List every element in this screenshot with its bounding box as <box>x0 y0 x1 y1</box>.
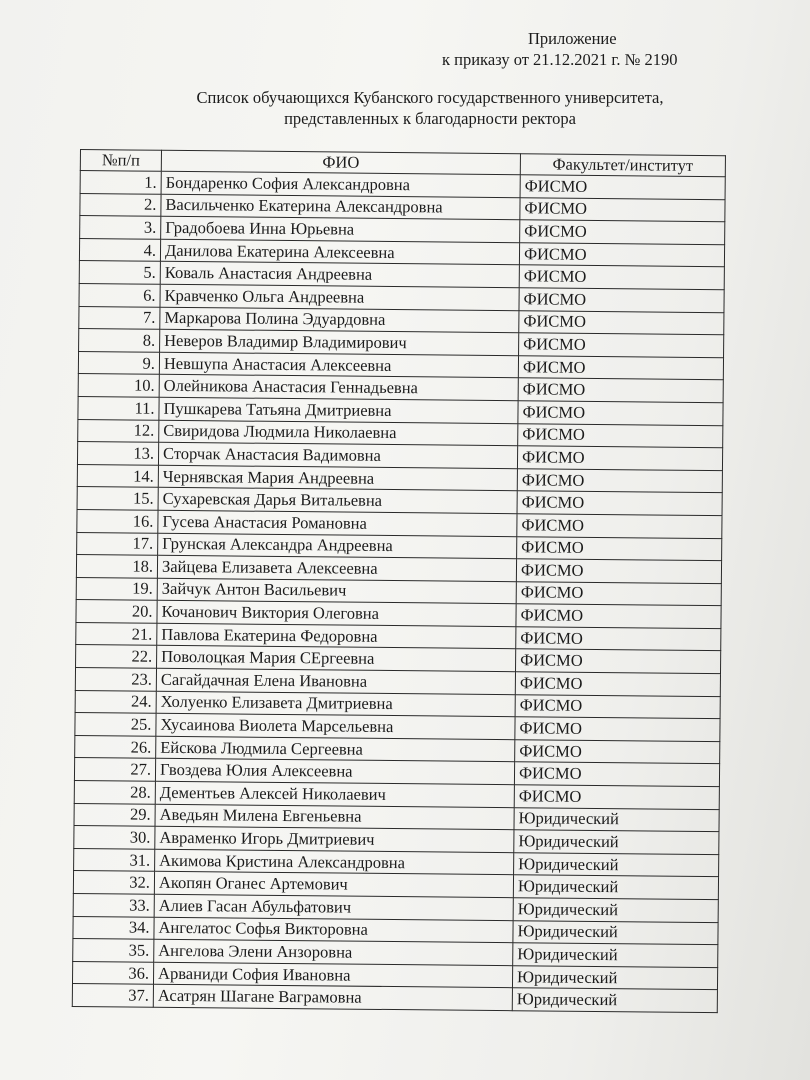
row-number: 13. <box>77 442 158 465</box>
faculty-name: Юридический <box>513 943 718 968</box>
faculty-name: ФИСМО <box>517 536 722 561</box>
column-header-number: №п/п <box>80 150 161 172</box>
faculty-name: ФИСМО <box>516 604 721 629</box>
faculty-name: Юридический <box>514 807 719 832</box>
faculty-name: ФИСМО <box>518 423 723 448</box>
row-number: 34. <box>73 916 154 939</box>
faculty-name: ФИСМО <box>516 581 721 606</box>
faculty-name: ФИСМО <box>518 378 723 403</box>
student-name: Данилова Екатерина Алексеевна <box>160 239 519 265</box>
row-number: 12. <box>78 419 159 442</box>
faculty-name: Юридический <box>513 875 718 900</box>
row-number: 2. <box>80 193 161 216</box>
student-name: Сухаревская Дарья Витальевна <box>158 488 517 514</box>
column-header-faculty: Факультет/институт <box>520 154 725 177</box>
faculty-name: ФИСМО <box>520 175 725 200</box>
faculty-name: ФИСМО <box>514 785 719 810</box>
row-number: 10. <box>78 374 159 397</box>
student-name: Дементьев Алексей Николаевич <box>155 781 514 807</box>
student-name: Авраменко Игорь Дмитриевич <box>155 826 514 852</box>
order-reference: к приказу от 21.12.2021 г. № 2190 <box>442 50 678 69</box>
student-name: Гвоздева Юлия Алексеевна <box>155 759 514 785</box>
student-name: Павлова Екатерина Федоровна <box>157 623 516 649</box>
row-number: 15. <box>77 487 158 510</box>
faculty-name: ФИСМО <box>519 310 724 335</box>
faculty-name: Юридический <box>512 965 717 990</box>
row-number: 5. <box>79 261 160 284</box>
student-name: Чернявская Мария Андреевна <box>158 465 517 491</box>
row-number: 14. <box>77 464 158 487</box>
student-name: Бондаренко София Александровна <box>161 171 520 197</box>
row-number: 25. <box>75 713 156 736</box>
title-line-2: представленных к благодарности ректора <box>284 109 576 128</box>
student-name: Кочанович Виктория Олеговна <box>157 601 516 627</box>
student-name: Олейникова Анастасия Геннадьевна <box>159 375 518 401</box>
row-number: 29. <box>74 803 155 826</box>
student-name: Маркарова Полина Эдуардовна <box>160 307 519 333</box>
appendix-label: Приложение <box>528 29 617 48</box>
faculty-name: ФИСМО <box>520 220 725 245</box>
title-line-1: Список обучающихся Кубанского государственного университета, <box>196 88 664 107</box>
row-number: 21. <box>76 622 157 645</box>
faculty-name: Юридический <box>513 920 718 945</box>
student-name: Кравченко Ольга Андреевна <box>160 284 519 310</box>
faculty-name: Юридический <box>514 830 719 855</box>
student-name: Гусева Анастасия Романовна <box>158 510 517 536</box>
student-name: Ейскова Людмила Сергеевна <box>156 736 515 762</box>
row-number: 27. <box>74 758 155 781</box>
student-name: Сагайдачная Елена Ивановна <box>156 668 515 694</box>
faculty-name: ФИСМО <box>515 672 720 697</box>
faculty-name: ФИСМО <box>519 333 724 358</box>
student-name: Градобоева Инна Юрьевна <box>161 216 520 242</box>
row-number: 11. <box>78 396 159 419</box>
faculty-name: ФИСМО <box>519 265 724 290</box>
faculty-name: ФИСМО <box>518 401 723 426</box>
student-name: Неверов Владимир Владимирович <box>160 329 519 355</box>
faculty-name: ФИСМО <box>515 740 720 765</box>
row-number: 28. <box>74 781 155 804</box>
row-number: 20. <box>76 600 157 623</box>
student-name: Сторчак Анастасия Вадимовна <box>158 442 517 468</box>
faculty-name: ФИСМО <box>519 288 724 313</box>
row-number: 9. <box>78 351 159 374</box>
row-number: 35. <box>73 939 154 962</box>
student-name: Алиев Гасан Абульфатович <box>154 894 513 920</box>
student-name: Зайцева Елизавета Алексеевна <box>157 555 516 581</box>
student-name: Зайчук Антон Васильевич <box>157 578 516 604</box>
student-name: Арваниди София Ивановна <box>153 962 512 988</box>
faculty-name: ФИСМО <box>520 197 725 222</box>
faculty-name: ФИСМО <box>518 355 723 380</box>
row-number: 22. <box>76 645 157 668</box>
faculty-name: ФИСМО <box>519 243 724 268</box>
row-number: 17. <box>77 532 158 555</box>
faculty-name: ФИСМО <box>515 694 720 719</box>
student-name: Холуенко Елизавета Дмитриевна <box>156 691 515 717</box>
table-body <box>72 171 725 1013</box>
student-name: Пушкарева Татьяна Дмитриевна <box>159 397 518 423</box>
faculty-name: ФИСМО <box>517 468 722 493</box>
row-number: 31. <box>74 848 155 871</box>
faculty-name: ФИСМО <box>517 514 722 539</box>
row-number: 4. <box>79 238 160 261</box>
row-number: 36. <box>72 961 153 984</box>
appendix-block <box>440 28 740 70</box>
row-number: 37. <box>72 984 153 1007</box>
faculty-name: ФИСМО <box>516 559 721 584</box>
faculty-name: ФИСМО <box>516 627 721 652</box>
student-name: Коваль Анастасия Андреевна <box>160 262 519 288</box>
student-name: Асатрян Шагане Ваграмовна <box>153 985 512 1011</box>
faculty-name: Юридический <box>514 853 719 878</box>
row-number: 7. <box>79 306 160 329</box>
document-title <box>120 87 740 129</box>
faculty-name: Юридический <box>512 988 717 1013</box>
row-number: 3. <box>80 216 161 239</box>
row-number: 33. <box>73 893 154 916</box>
student-name: Поволоцкая Мария СЕргеевна <box>157 646 516 672</box>
faculty-name: ФИСМО <box>514 762 719 787</box>
student-name: Акимова Кристина Александровна <box>155 849 514 875</box>
student-name: Васильченко Екатерина Александровна <box>161 194 520 220</box>
row-number: 8. <box>79 329 160 352</box>
students-table <box>72 149 726 1013</box>
row-number: 23. <box>75 668 156 691</box>
faculty-name: ФИСМО <box>516 649 721 674</box>
student-name: Ангелатос Софья Викторовна <box>154 917 513 943</box>
faculty-name: Юридический <box>513 898 718 923</box>
row-number: 16. <box>77 509 158 532</box>
faculty-name: ФИСМО <box>517 491 722 516</box>
student-name: Ангелова Элени Анзоровна <box>154 939 513 965</box>
faculty-name: ФИСМО <box>517 446 722 471</box>
student-name: Свиридова Людмила Николаевна <box>159 420 518 446</box>
student-name: Аведьян Милена Евгеньевна <box>155 804 514 830</box>
row-number: 24. <box>75 690 156 713</box>
row-number: 32. <box>73 871 154 894</box>
row-number: 19. <box>76 577 157 600</box>
row-number: 26. <box>75 735 156 758</box>
column-header-name: ФИО <box>161 150 520 174</box>
faculty-name: ФИСМО <box>515 717 720 742</box>
student-name: Грунская Александра Андреевна <box>158 533 517 559</box>
student-name: Невшупа Анастасия Алексеевна <box>159 352 518 378</box>
student-name: Акопян Оганес Артемович <box>154 872 513 898</box>
table-row <box>72 984 717 1013</box>
student-name: Хусаинова Виолета Марсельевна <box>156 714 515 740</box>
row-number: 1. <box>80 171 161 194</box>
row-number: 18. <box>76 555 157 578</box>
row-number: 30. <box>74 826 155 849</box>
row-number: 6. <box>79 283 160 306</box>
